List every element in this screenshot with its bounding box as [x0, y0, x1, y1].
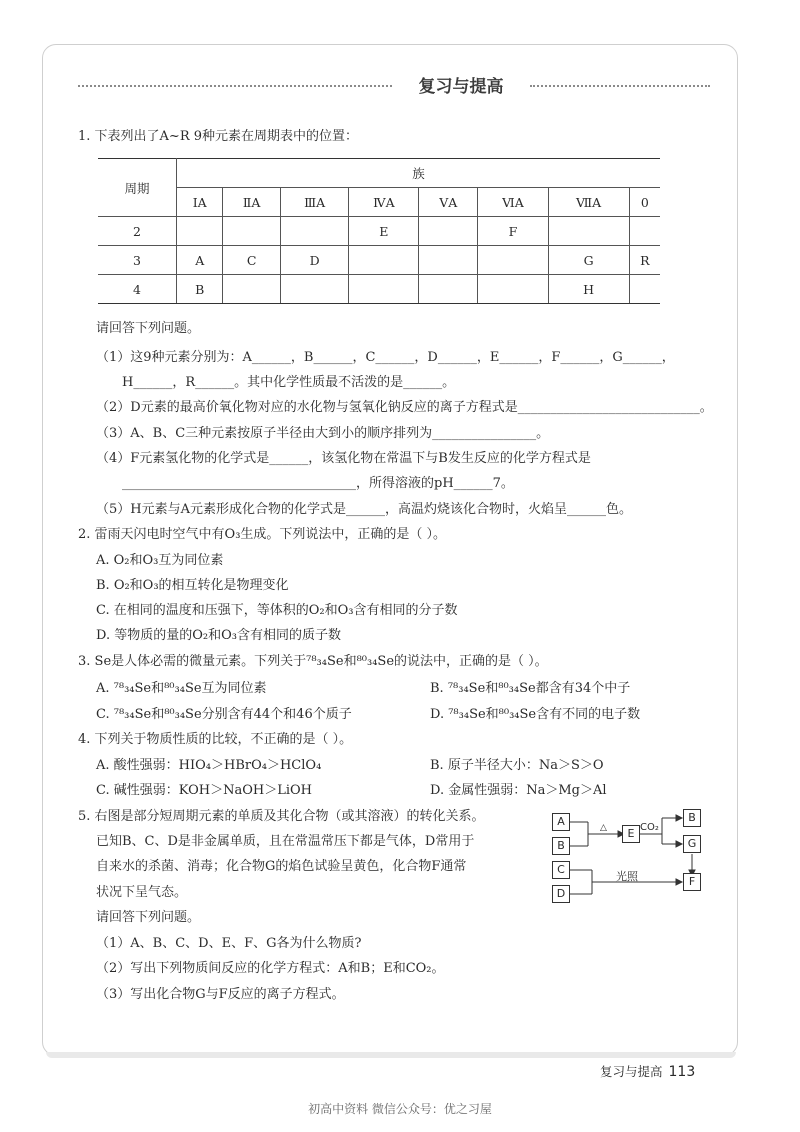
q1-sub1-line1: （1）这9种元素分别为：A______，B______，C______，D______，E______，F______，G______， — [96, 350, 675, 365]
group-cell: ⅡA — [223, 188, 280, 217]
q1-sub4-line2: ____________________________________，所得溶液的pH______7。 — [122, 476, 514, 491]
element-cell: H — [548, 275, 629, 304]
node-f: F — [683, 873, 701, 891]
q3-option-a: A. ⁷⁸₃₄Se和⁸⁰₃₄Se互为同位素 — [96, 681, 267, 696]
node-a: A — [552, 813, 570, 831]
q2-option-c: C. 在相同的温度和压强下，等体积的O₂和O₃含有相同的分子数 — [96, 603, 458, 618]
q1-sub2: （2）D元素的最高价氧化物对应的水化物与氢氧化钠反应的离子方程式是____________________________。 — [96, 400, 713, 415]
co2-label: CO₂ — [640, 822, 659, 833]
q2-option-a: A. O₂和O₃互为同位素 — [96, 553, 224, 568]
page-number: 113 — [668, 1064, 696, 1080]
card-shadow — [46, 1052, 736, 1058]
table-row — [98, 217, 660, 246]
node-b-left: B — [552, 837, 570, 855]
node-e: E — [622, 825, 640, 843]
q1-stem: 1. 下表列出了A~R 9种元素在周期表中的位置： — [78, 129, 359, 144]
q4-option-a: A. 酸性强弱：HIO₄＞HBrO₄＞HClO₄ — [96, 758, 322, 773]
element-cell — [349, 275, 419, 304]
group-cell: ⅣA — [349, 188, 419, 217]
q2-stem: 2. 雷雨天闪电时空气中有O₃生成。下列说法中，正确的是（ ）。 — [78, 527, 447, 542]
q1-sub1-line2: H______，R______。其中化学性质最不活泼的是______。 — [122, 375, 456, 390]
q4-option-d: D. 金属性强弱：Na＞Mg＞Al — [430, 783, 607, 798]
q3-stem: 3. Se是人体必需的微量元素。下列关于⁷⁸₃₄Se和⁸⁰₃₄Se的说法中，正确的是（ ）。 — [78, 654, 548, 669]
header-dots-right — [530, 85, 710, 87]
element-cell: D — [280, 246, 349, 275]
q3-option-b: B. ⁷⁸₃₄Se和⁸⁰₃₄Se都含有34个中子 — [430, 681, 631, 696]
q5-sub1: （1）A、B、C、D、E、F、G各为什么物质? — [96, 936, 362, 951]
node-c: C — [552, 861, 570, 879]
element-cell — [629, 275, 660, 304]
group-cell: ⅤA — [419, 188, 478, 217]
table-row — [98, 275, 660, 304]
node-b-right: B — [683, 809, 701, 827]
q2-option-b: B. O₂和O₃的相互转化是物理变化 — [96, 578, 289, 593]
node-g: G — [683, 835, 701, 853]
table-header-row — [98, 159, 660, 188]
light-label: 光照 — [616, 870, 638, 883]
group-header: 族 — [177, 159, 661, 188]
conversion-diagram — [552, 810, 712, 906]
period-cell: 2 — [98, 217, 177, 246]
q1-sub3: （3）A、B、C三种元素按原子半径由大到小的顺序排列为________________。 — [96, 426, 550, 441]
q3-option-d: D. ⁷⁸₃₄Se和⁸⁰₃₄Se含有不同的电子数 — [430, 707, 641, 722]
q5-line1: 5. 右图是部分短周期元素的单质及其化合物（或其溶液）的转化关系。 — [78, 809, 485, 824]
periodic-table — [98, 158, 660, 304]
group-cell: ⅢA — [280, 188, 349, 217]
element-cell — [548, 217, 629, 246]
element-cell: E — [349, 217, 419, 246]
page-footer — [600, 1062, 695, 1080]
q5-line2: 已知B、C、D是非金属单质，且在常温常压下都是气体，D常用于 — [96, 834, 475, 849]
q1-sub4-line1: （4）F元素氢化物的化学式是______，该氢化物在常温下与B发生反应的化学方程式是 — [96, 451, 591, 466]
q4-stem: 4. 下列关于物质性质的比较，不正确的是（ ）。 — [78, 732, 353, 747]
group-row — [98, 188, 660, 217]
element-cell — [478, 275, 548, 304]
heat-symbol: △ — [600, 823, 607, 833]
q5-prompt: 请回答下列问题。 — [96, 910, 201, 925]
q3-option-c: C. ⁷⁸₃₄Se和⁸⁰₃₄Se分别含有44个和46个质子 — [96, 707, 352, 722]
period-header: 周期 — [98, 159, 177, 217]
q1-sub5: （5）H元素与A元素形成化合物的化学式是______，高温灼烧该化合物时，火焰呈______色。 — [96, 502, 632, 517]
element-cell — [629, 217, 660, 246]
element-cell — [419, 275, 478, 304]
q5-sub3: （3）写出化合物G与F反应的离子方程式。 — [96, 987, 345, 1002]
section-title: 复习与提高 — [418, 77, 504, 97]
q5-line3: 自来水的杀菌、消毒；化合物G的焰色试验呈黄色，化合物F通常 — [96, 859, 467, 874]
element-cell — [177, 217, 223, 246]
element-cell — [478, 246, 548, 275]
group-cell: 0 — [629, 188, 660, 217]
element-cell — [349, 246, 419, 275]
element-cell — [280, 275, 349, 304]
element-cell: A — [177, 246, 223, 275]
element-cell — [223, 275, 280, 304]
watermark: 初高中资料 微信公众号：优之习屋 — [308, 1102, 492, 1116]
q4-option-c: C. 碱性强弱：KOH＞NaOH＞LiOH — [96, 783, 313, 798]
section-header — [78, 72, 710, 100]
group-cell: ⅦA — [548, 188, 629, 217]
q4-option-b: B. 原子半径大小：Na＞S＞O — [430, 758, 604, 773]
group-cell: ⅠA — [177, 188, 223, 217]
element-cell: R — [629, 246, 660, 275]
group-cell: ⅥA — [478, 188, 548, 217]
element-cell: C — [223, 246, 280, 275]
element-cell: G — [548, 246, 629, 275]
header-dots-left — [78, 85, 392, 87]
element-cell — [223, 217, 280, 246]
node-d: D — [552, 885, 570, 903]
footer-section: 复习与提高 — [600, 1064, 663, 1079]
element-cell — [419, 246, 478, 275]
table-row — [98, 246, 660, 275]
period-cell: 4 — [98, 275, 177, 304]
q1-prompt: 请回答下列问题。 — [96, 321, 201, 336]
q5-line4: 状况下呈气态。 — [96, 885, 188, 900]
period-cell: 3 — [98, 246, 177, 275]
element-cell — [419, 217, 478, 246]
element-cell: F — [478, 217, 548, 246]
q5-sub2: （2）写出下列物质间反应的化学方程式：A和B；E和CO₂。 — [96, 961, 445, 976]
q2-option-d: D. 等物质的量的O₂和O₃含有相同的质子数 — [96, 628, 341, 643]
element-cell — [280, 217, 349, 246]
element-cell: B — [177, 275, 223, 304]
